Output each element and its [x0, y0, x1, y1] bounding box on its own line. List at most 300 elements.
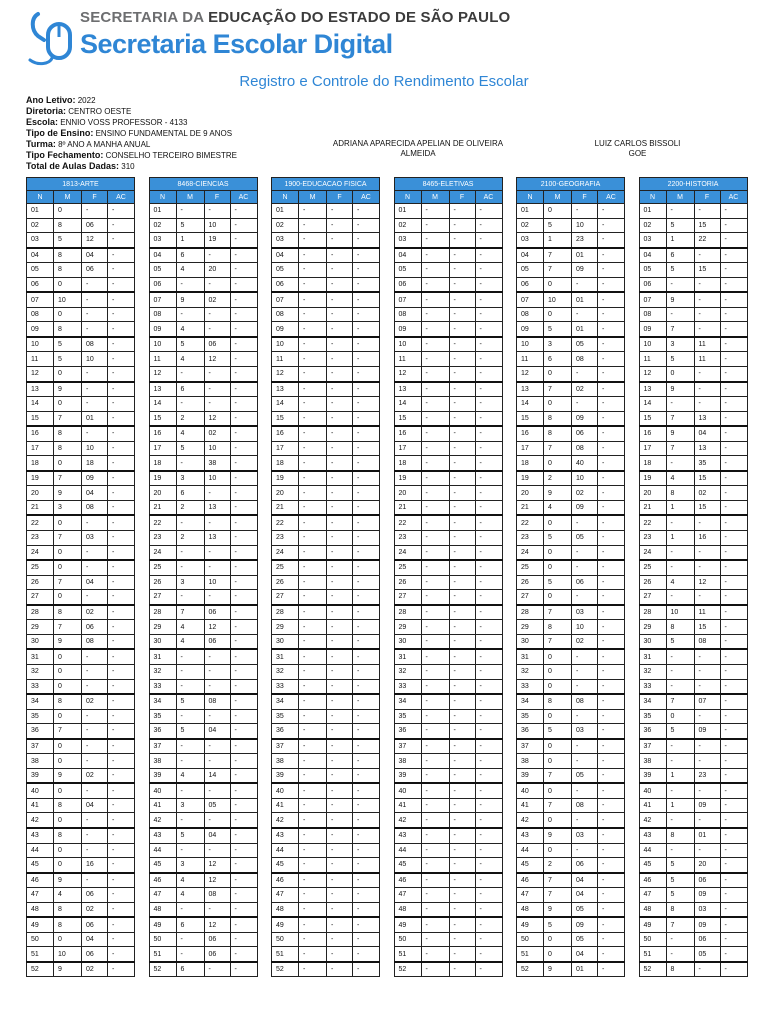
table-cell: -: [327, 798, 353, 813]
table-cell: -: [449, 873, 475, 888]
grade-table: [149, 177, 258, 977]
table-cell: 02: [272, 218, 299, 233]
table-cell: 29: [639, 620, 666, 635]
table-cell: -: [353, 515, 380, 530]
table-cell: 47: [517, 888, 544, 903]
table-cell: -: [449, 739, 475, 754]
table-cell: -: [598, 204, 625, 219]
table-cell: -: [694, 709, 720, 724]
table-cell: 08: [82, 337, 108, 352]
table-cell: 0: [54, 783, 82, 798]
table-cell: 24: [149, 545, 176, 560]
table-row: [149, 292, 257, 307]
table-cell: 22: [27, 515, 54, 530]
table-cell: 06: [204, 947, 230, 962]
table-cell: 24: [27, 545, 54, 560]
table-row: [272, 352, 380, 367]
table-row: [272, 471, 380, 486]
table-cell: -: [475, 932, 502, 947]
table-row: [639, 813, 747, 828]
table-cell: -: [720, 932, 747, 947]
table-row: [272, 382, 380, 397]
table-row: [517, 694, 625, 709]
table-cell: 45: [272, 858, 299, 873]
table-row: [639, 902, 747, 917]
table-cell: -: [299, 367, 327, 382]
table-row: [639, 456, 747, 471]
table-cell: 5: [544, 917, 572, 932]
table-cell: -: [108, 694, 135, 709]
table-row: [27, 902, 135, 917]
table-cell: -: [299, 932, 327, 947]
table-cell: 11: [694, 605, 720, 620]
table-row: [149, 754, 257, 769]
table-cell: 08: [639, 307, 666, 322]
table-row: [149, 888, 257, 903]
table-cell: -: [108, 352, 135, 367]
subject-header: 1900-EDUCACAO FISICA: [272, 178, 380, 191]
table-cell: -: [176, 843, 204, 858]
table-cell: -: [720, 634, 747, 649]
table-cell: 09: [27, 322, 54, 337]
table-cell: 09: [517, 322, 544, 337]
table-cell: -: [327, 352, 353, 367]
table-cell: 06: [149, 277, 176, 292]
table-cell: 08: [272, 307, 299, 322]
table-cell: 27: [149, 590, 176, 605]
table-cell: -: [176, 932, 204, 947]
table-cell: -: [475, 783, 502, 798]
table-cell: 38: [204, 456, 230, 471]
table-cell: 26: [149, 575, 176, 590]
table-cell: 38: [394, 754, 421, 769]
table-cell: 01: [517, 204, 544, 219]
table-cell: -: [694, 560, 720, 575]
label: Diretoria:: [26, 106, 67, 116]
table-cell: -: [449, 694, 475, 709]
table-cell: 31: [639, 649, 666, 664]
table-cell: 0: [544, 545, 572, 560]
signature-role: ALMEIDA: [400, 149, 436, 158]
table-cell: -: [720, 590, 747, 605]
table-cell: 26: [639, 575, 666, 590]
table-cell: 21: [149, 500, 176, 515]
table-cell: 8: [54, 798, 82, 813]
table-cell: -: [299, 620, 327, 635]
table-cell: -: [421, 575, 449, 590]
table-cell: -: [327, 204, 353, 219]
table-cell: -: [299, 411, 327, 426]
table-cell: -: [720, 575, 747, 590]
table-cell: 25: [639, 560, 666, 575]
table-cell: 29: [149, 620, 176, 635]
table-cell: 06: [82, 917, 108, 932]
table-cell: -: [108, 397, 135, 412]
table-cell: 16: [82, 858, 108, 873]
table-cell: -: [230, 709, 257, 724]
table-cell: 4: [544, 500, 572, 515]
table-cell: 01: [572, 292, 598, 307]
table-cell: 4: [176, 768, 204, 783]
table-cell: -: [720, 441, 747, 456]
table-cell: -: [475, 768, 502, 783]
table-cell: 9: [54, 962, 82, 977]
table-cell: 0: [544, 367, 572, 382]
table-cell: 33: [27, 679, 54, 694]
table-cell: -: [421, 843, 449, 858]
table-cell: -: [353, 932, 380, 947]
table-cell: 52: [639, 962, 666, 977]
table-cell: -: [230, 456, 257, 471]
table-cell: 3: [176, 858, 204, 873]
table-cell: 36: [272, 724, 299, 739]
table-cell: -: [353, 768, 380, 783]
table-cell: -: [204, 204, 230, 219]
table-cell: -: [299, 471, 327, 486]
table-cell: -: [204, 843, 230, 858]
table-cell: -: [449, 292, 475, 307]
table-cell: 8: [544, 694, 572, 709]
table-cell: 46: [27, 873, 54, 888]
table-cell: -: [421, 218, 449, 233]
table-row: [517, 902, 625, 917]
table-cell: 9: [666, 382, 694, 397]
table-cell: -: [720, 248, 747, 263]
table-cell: 46: [394, 873, 421, 888]
table-row: [272, 917, 380, 932]
table-cell: -: [449, 307, 475, 322]
table-cell: -: [475, 307, 502, 322]
table-cell: 31: [517, 649, 544, 664]
table-cell: -: [475, 441, 502, 456]
table-row: [639, 486, 747, 501]
table-cell: -: [421, 411, 449, 426]
table-row: [639, 917, 747, 932]
table-cell: -: [598, 590, 625, 605]
table-cell: -: [327, 397, 353, 412]
table-row: [149, 471, 257, 486]
table-row: [517, 724, 625, 739]
table-cell: 23: [394, 531, 421, 546]
table-row: [639, 634, 747, 649]
table-cell: -: [720, 531, 747, 546]
table-row: [272, 843, 380, 858]
table-row: [639, 709, 747, 724]
table-cell: -: [666, 754, 694, 769]
table-row: [272, 307, 380, 322]
table-cell: 34: [639, 694, 666, 709]
table-cell: -: [572, 739, 598, 754]
table-cell: 35: [27, 709, 54, 724]
table-row: [149, 575, 257, 590]
table-cell: 05: [517, 263, 544, 278]
table-cell: -: [108, 620, 135, 635]
table-cell: 30: [272, 634, 299, 649]
table-cell: -: [449, 486, 475, 501]
table-cell: 39: [517, 768, 544, 783]
table-row: [27, 620, 135, 635]
table-cell: -: [82, 813, 108, 828]
table-cell: -: [475, 486, 502, 501]
table-cell: -: [421, 932, 449, 947]
table-cell: -: [327, 664, 353, 679]
table-cell: 6: [176, 917, 204, 932]
table-cell: -: [230, 664, 257, 679]
table-cell: -: [327, 441, 353, 456]
table-cell: -: [230, 575, 257, 590]
table-cell: 02: [517, 218, 544, 233]
table-cell: -: [327, 515, 353, 530]
table-row: [272, 947, 380, 962]
table-cell: -: [82, 783, 108, 798]
table-cell: -: [720, 813, 747, 828]
table-row: [639, 204, 747, 219]
table-cell: -: [108, 724, 135, 739]
table-cell: -: [353, 248, 380, 263]
table-cell: -: [666, 783, 694, 798]
table-row: [394, 828, 502, 843]
table-cell: -: [666, 277, 694, 292]
table-cell: -: [230, 783, 257, 798]
table-cell: 45: [517, 858, 544, 873]
signature-director: [320, 139, 516, 159]
table-cell: 12: [204, 858, 230, 873]
table-cell: -: [204, 813, 230, 828]
table-cell: 06: [517, 277, 544, 292]
table-row: [149, 277, 257, 292]
table-cell: -: [694, 515, 720, 530]
table-row: [394, 873, 502, 888]
table-cell: -: [421, 917, 449, 932]
table-cell: 16: [394, 426, 421, 441]
table-cell: -: [230, 902, 257, 917]
table-cell: 52: [149, 962, 176, 977]
table-cell: 11: [517, 352, 544, 367]
table-cell: -: [449, 204, 475, 219]
table-cell: 06: [204, 932, 230, 947]
table-cell: 5: [544, 218, 572, 233]
table-cell: 0: [544, 397, 572, 412]
table-cell: 37: [639, 739, 666, 754]
table-cell: -: [353, 754, 380, 769]
table-cell: 34: [149, 694, 176, 709]
table-row: [272, 962, 380, 977]
table-cell: -: [230, 397, 257, 412]
table-row: [517, 739, 625, 754]
table-cell: 10: [204, 471, 230, 486]
table-cell: -: [108, 783, 135, 798]
table-row: [639, 352, 747, 367]
table-cell: 46: [639, 873, 666, 888]
table-cell: -: [353, 679, 380, 694]
table-cell: -: [598, 233, 625, 248]
table-cell: 9: [54, 382, 82, 397]
table-cell: -: [230, 471, 257, 486]
table-row: [517, 932, 625, 947]
table-cell: 10: [204, 218, 230, 233]
table-cell: 12: [639, 367, 666, 382]
table-cell: -: [230, 634, 257, 649]
table-cell: -: [327, 843, 353, 858]
grade-table: [271, 177, 380, 977]
table-row: [27, 917, 135, 932]
table-cell: 20: [394, 486, 421, 501]
table-row: [517, 292, 625, 307]
table-cell: -: [108, 277, 135, 292]
table-cell: 08: [572, 352, 598, 367]
table-cell: 06: [694, 873, 720, 888]
table-cell: -: [230, 486, 257, 501]
table-cell: 22: [149, 515, 176, 530]
table-cell: 46: [272, 873, 299, 888]
table-row: [639, 441, 747, 456]
table-cell: 0: [54, 560, 82, 575]
table-cell: 52: [394, 962, 421, 977]
table-cell: 9: [54, 768, 82, 783]
table-cell: -: [720, 218, 747, 233]
table-cell: -: [327, 248, 353, 263]
table-cell: 7: [54, 411, 82, 426]
table-row: [394, 664, 502, 679]
table-row: [27, 204, 135, 219]
table-cell: -: [720, 754, 747, 769]
table-cell: -: [449, 456, 475, 471]
table-cell: 05: [272, 263, 299, 278]
table-cell: 33: [639, 679, 666, 694]
table-cell: 25: [517, 560, 544, 575]
table-row: [639, 575, 747, 590]
table-cell: -: [353, 337, 380, 352]
table-row: [149, 783, 257, 798]
table-cell: 0: [544, 515, 572, 530]
table-cell: 9: [54, 873, 82, 888]
value: CENTRO OESTE: [68, 107, 132, 116]
table-row: [27, 307, 135, 322]
table-row: [272, 739, 380, 754]
table-cell: 42: [149, 813, 176, 828]
table-row: [517, 888, 625, 903]
table-cell: 06: [27, 277, 54, 292]
table-row: [517, 263, 625, 278]
table-row: [517, 411, 625, 426]
table-cell: -: [353, 233, 380, 248]
table-cell: -: [299, 292, 327, 307]
table-cell: -: [475, 263, 502, 278]
table-cell: 5: [54, 352, 82, 367]
table-cell: -: [353, 828, 380, 843]
table-cell: 41: [272, 798, 299, 813]
table-row: [517, 813, 625, 828]
table-cell: -: [327, 218, 353, 233]
table-cell: 8: [544, 411, 572, 426]
table-row: [149, 694, 257, 709]
table-cell: 09: [394, 322, 421, 337]
table-cell: -: [353, 367, 380, 382]
table-cell: -: [475, 545, 502, 560]
table-cell: 20: [272, 486, 299, 501]
table-cell: -: [204, 783, 230, 798]
table-row: [394, 575, 502, 590]
table-cell: -: [299, 724, 327, 739]
table-cell: -: [230, 515, 257, 530]
table-cell: 02: [572, 382, 598, 397]
table-cell: -: [299, 962, 327, 977]
info-tipo-ensino: [26, 128, 237, 139]
table-cell: 0: [544, 709, 572, 724]
table-row: [639, 932, 747, 947]
info-escola: [26, 117, 237, 128]
table-row: [27, 352, 135, 367]
table-row: [272, 902, 380, 917]
table-cell: -: [598, 888, 625, 903]
table-row: [149, 545, 257, 560]
table-cell: 18: [639, 456, 666, 471]
table-cell: 04: [572, 888, 598, 903]
table-cell: -: [230, 411, 257, 426]
table-cell: 4: [54, 888, 82, 903]
table-row: [517, 575, 625, 590]
table-cell: 43: [149, 828, 176, 843]
table-cell: -: [176, 664, 204, 679]
table-cell: 01: [27, 204, 54, 219]
table-cell: -: [108, 411, 135, 426]
table-cell: -: [449, 575, 475, 590]
table-cell: 08: [204, 888, 230, 903]
subject-header: 2200-HISTORIA: [639, 178, 747, 191]
table-cell: 32: [149, 664, 176, 679]
table-cell: -: [598, 902, 625, 917]
table-row: [394, 917, 502, 932]
table-cell: 23: [572, 233, 598, 248]
table-cell: 17: [27, 441, 54, 456]
table-row: [394, 456, 502, 471]
table-row: [639, 218, 747, 233]
table-row: [149, 322, 257, 337]
table-cell: -: [572, 277, 598, 292]
table-cell: 10: [272, 337, 299, 352]
table-cell: -: [720, 397, 747, 412]
table-row: [149, 962, 257, 977]
column-header: AC: [598, 191, 625, 204]
subject-header: 8468-CIENCIAS: [149, 178, 257, 191]
table-cell: 18: [517, 456, 544, 471]
table-cell: -: [598, 843, 625, 858]
table-cell: 02: [27, 218, 54, 233]
column-header: F: [82, 191, 108, 204]
table-cell: 0: [666, 367, 694, 382]
table-cell: 14: [204, 768, 230, 783]
table-row: [149, 500, 257, 515]
table-row: [394, 233, 502, 248]
table-cell: -: [598, 322, 625, 337]
table-row: [149, 204, 257, 219]
table-row: [394, 500, 502, 515]
table-cell: 5: [176, 441, 204, 456]
table-cell: 50: [272, 932, 299, 947]
table-cell: 43: [27, 828, 54, 843]
table-cell: 07: [149, 292, 176, 307]
table-cell: -: [694, 739, 720, 754]
table-cell: 05: [639, 263, 666, 278]
table-cell: -: [108, 471, 135, 486]
table-cell: 4: [176, 263, 204, 278]
table-cell: 19: [272, 471, 299, 486]
table-cell: -: [176, 902, 204, 917]
table-cell: -: [694, 843, 720, 858]
table-cell: 35: [149, 709, 176, 724]
table-row: [272, 545, 380, 560]
table-row: [27, 545, 135, 560]
